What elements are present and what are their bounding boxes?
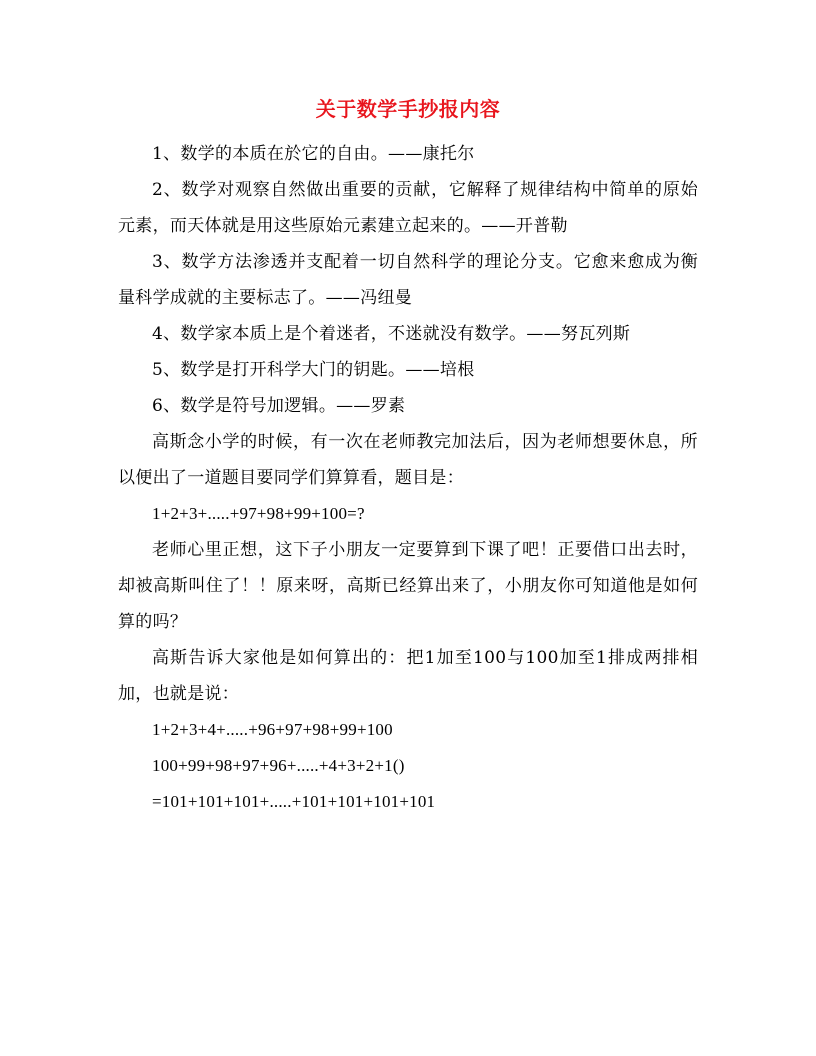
document-title: 关于数学手抄报内容 [315, 97, 501, 121]
quote-paragraph: 1、数学的本质在於它的自由。——康托尔 [152, 144, 475, 164]
quote-paragraph: 3、数学方法渗透并支配着一切自然科学的理论分支。它愈来愈成为衡量科学成就的主要标志了。——冯纽曼 [118, 252, 698, 308]
formula-line: 1+2+3+4+.....+96+97+98+99+100 [152, 720, 393, 739]
quote-paragraph: 5、数学是打开科学大门的钥匙。——培根 [152, 360, 475, 380]
quote-paragraph: 6、数学是符号加逻辑。——罗素 [152, 396, 406, 416]
story-paragraph: 高斯念小学的时候，有一次在老师教完加法后，因为老师想要休息，所以便出了一道题目要同学们算算看，题目是： [118, 432, 698, 488]
quote-paragraph: 2、数学对观察自然做出重要的贡献，它解释了规律结构中简单的原始元素，而天体就是用这些原始元素建立起来的。——开普勒 [118, 180, 698, 236]
formula-line: =101+101+101+.....+101+101+101+101 [152, 792, 436, 811]
formula-line: 1+2+3+.....+97+98+99+100=? [152, 504, 365, 523]
story-paragraph: 老师心里正想，这下子小朋友一定要算到下课了吧！正要借口出去时，却被高斯叫住了！！原来呀，高斯已经算出来了，小朋友你可知道他是如何算的吗？ [118, 540, 698, 632]
quote-paragraph: 4、数学家本质上是个着迷者，不迷就没有数学。——努瓦列斯 [152, 324, 631, 344]
formula-line: 100+99+98+97+96+.....+4+3+2+1() [152, 756, 405, 775]
story-paragraph: 高斯告诉大家他是如何算出的：把1加至100与100加至1排成两排相加，也就是说： [118, 648, 698, 704]
document-body [118, 136, 698, 820]
